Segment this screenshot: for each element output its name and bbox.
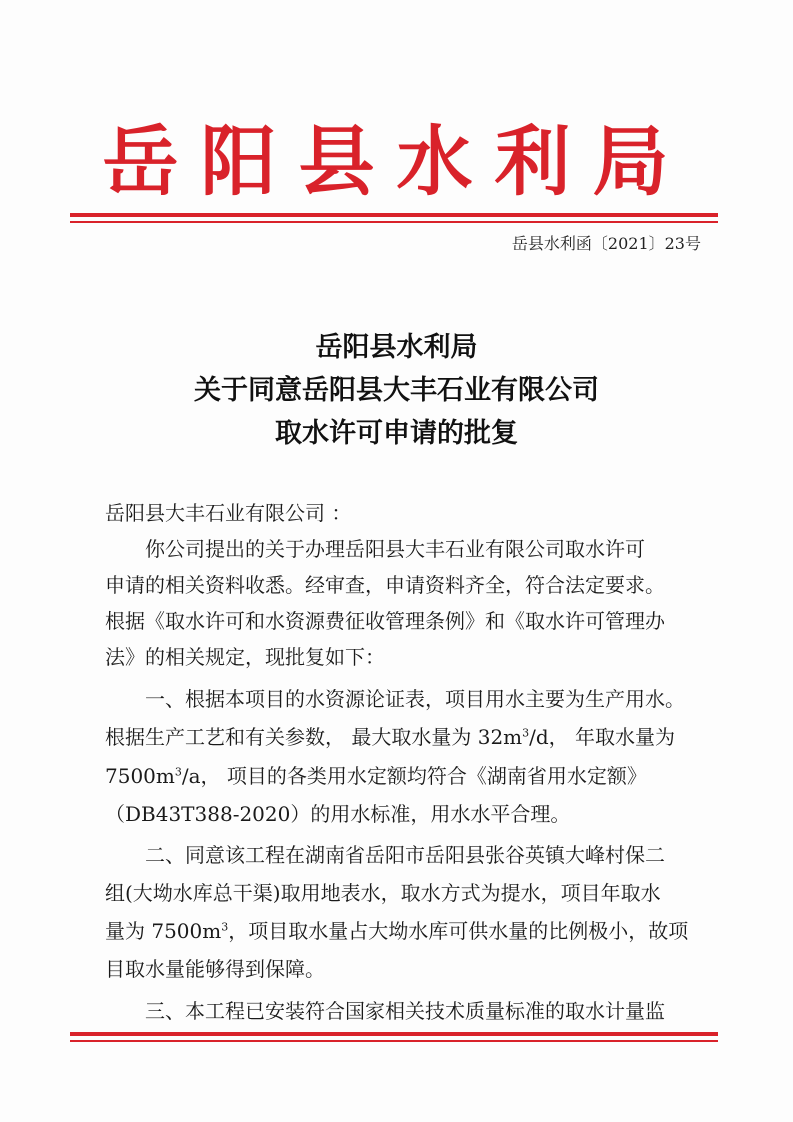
paragraph-2-line-3-text-a: 7500m — [105, 764, 175, 788]
footer-rule-thin — [70, 1040, 718, 1042]
footer-rule-thick — [70, 1032, 718, 1036]
paragraph-3-line-4: 目取水量能够得到保障。 — [105, 957, 325, 981]
paragraph-3-line-2: 组(大坳水库总干渠)取用地表水，取水方式为提水，项目年取水 — [105, 881, 661, 905]
paragraph-3-line-3-text-a: 量为 7500m — [105, 919, 222, 943]
paragraph-1-line-3: 根据《取水许可和水资源费征收管理条例》和《取水许可管理办 — [105, 609, 665, 633]
header-rule-thick — [70, 213, 718, 217]
title-line-2: 关于同意岳阳县大丰石业有限公司 — [194, 375, 599, 406]
header-rule-thin — [70, 221, 718, 223]
paragraph-2-line-4: （DB43T388-2020）的用水标准，用水水平合理。 — [105, 802, 571, 826]
paragraph-3-line-3 — [105, 916, 688, 946]
superscript-cubic: 3 — [522, 726, 530, 740]
paragraph-2-line-2-text-a: 根据生产工艺和有关参数， 最大取水量为 32m — [105, 725, 523, 749]
salutation: 岳阳县大丰石业有限公司 ： — [105, 501, 352, 525]
paragraph-2-line-1: 一、根据本项目的水资源论证表，项目用水主要为生产用水。 — [145, 687, 685, 711]
paragraph-1-line-1: 你公司提出的关于办理岳阳县大丰石业有限公司取水许可 — [145, 537, 645, 561]
paragraph-2-line-2 — [105, 722, 675, 752]
paragraph-1-line-2: 申请的相关资料收悉。经审查，申请资料齐全，符合法定要求。 — [105, 573, 665, 597]
document-title — [60, 326, 733, 455]
superscript-cubic: 3 — [221, 920, 229, 934]
paragraph-2-line-3-text-b: /a， 项目的各类用水定额均符合《湖南省用水定额》 — [181, 764, 647, 788]
superscript-cubic: 3 — [174, 765, 182, 779]
paragraph-4-line-1: 三、本工程已安装符合国家相关技术质量标准的取水计量监 — [145, 999, 665, 1023]
paragraph-3-line-3-text-b: ，项目取水量占大坳水库可供水量的比例极小，故项 — [228, 919, 689, 943]
paragraph-1-line-4: 法》的相关规定，现批复如下： — [105, 645, 385, 669]
agency-letterhead: 岳阳县水利局 — [102, 117, 691, 206]
title-line-1: 岳阳县水利局 — [315, 332, 478, 363]
paragraph-2-line-3 — [105, 761, 647, 791]
paragraph-2-line-2-text-b: /d， 年取水量为 — [529, 725, 676, 749]
document-number: 岳县水利函〔2021〕23号 — [511, 234, 701, 253]
title-line-3: 取水许可申请的批复 — [275, 418, 518, 449]
paragraph-3-line-1: 二、同意该工程在湖南省岳阳市岳阳县张谷英镇大峰村保二 — [145, 843, 665, 867]
